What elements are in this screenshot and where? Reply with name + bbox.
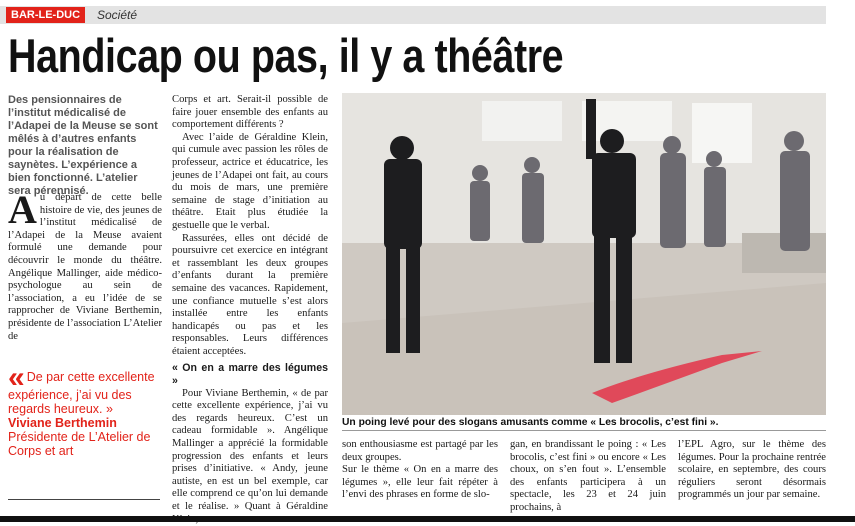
pull-quote <box>8 361 162 458</box>
body-column-2 <box>172 94 328 526</box>
paragraph: Rassurées, elles ont décidé de poursuivre cet exercice en intégrant et rassemblant les deux groupes d’enfants durant la première semaine des vacances. Rapidement, une confiance mutuelle s’est alors installée entre les enfants handicapés ou pas et les responsables. Leurs différences étaient acceptées. <box>172 232 328 357</box>
quote-author: Viviane Berthemin <box>8 416 117 430</box>
article-headline: Handicap ou pas, il y a théâtre <box>8 29 564 82</box>
paragraph: Pour Viviane Berthemin, « de par cette excellente expérience, j’ai vu des regards heureux. C’est un cadeau formidable ». Angélique Mallinger a apprécié la formidable progression des enfants et leurs prises d’initiative. « Andy, jeune autiste, en est un bel exemple, car elle comprend ce qu’on lui demande et le réalise. » Quant à Géraldine <box>172 387 328 512</box>
quote-text: De par cette excellente expérience, j’ai vu des regards heureux. » <box>8 370 155 416</box>
article-lead: Des pensionnaires de l’institut médicalisé de l’Adapei de la Meuse se sont mêlés à d’autres enfants pour la réalisation de saynètes. L’expérience a bien fonctionné. L’atelier sera pérennisé. <box>8 94 158 197</box>
body-column-4: gan, en brandissant le poing : « Les brocolis, c’est fini » ou encore « Les choux, on s’en fout ». L’ensemble des enfants participera à un spectacle, les 23 et 24 juin prochains, à <box>510 439 666 513</box>
quote-mark-icon: « <box>8 361 25 394</box>
paragraph: Avec l’aide de Géraldine Klein, qui cumule avec passion les rôles de professeur, actrice et éducatrice, les jeunes de l’Adapei ont fait, au cours du mois de mars, une première semaine de stage d’initiation au théâtre. Etait plus étudiée la gestuelle que le verbal. <box>172 131 328 231</box>
caption-divider <box>342 430 826 431</box>
subheading: « On en a marre des légumes » <box>172 362 328 388</box>
body-column-1 <box>8 187 162 343</box>
column-1-text: u départ de cette belle histoire de vie, des jeunes de l’institut médicalisé de l’Adapei de la Meuse avaient formulé une demande pour découvrir le monde du théâtre. Angélique Mallinger, aide médico-psychologue au sein de l’association, a eu l’idée de se rapprocher de Viviane Berthemin, présidente de l’association L’Atelier de <box>8 192 162 342</box>
quote-divider <box>8 499 160 500</box>
page-bottom-bar <box>0 516 855 522</box>
city-tag: BAR-LE-DUC <box>6 7 85 23</box>
body-column-3: son enthousiasme est partagé par les deux groupes. Sur le thème « On en a marre des légumes », elle leur fait répéter à l’envi des phrases en forme de slo- <box>342 439 498 501</box>
photo-caption: Un poing levé pour des slogans amusants comme « Les brocolis, c’est fini ». <box>342 417 719 428</box>
article-photo <box>342 93 826 415</box>
paragraph: Corps et art. Serait-il possible de faire jouer ensemble des enfants au comportement différents ? <box>172 94 328 131</box>
section-label: Société <box>97 8 138 22</box>
body-column-5: l’EPL Agro, sur le thème des légumes. Pour la prochaine rentrée scolaire, en septembre, des cours réguliers seront désormais programmés un jour par semaine. <box>678 439 826 501</box>
drop-cap: A <box>8 187 37 232</box>
quote-author-role: Présidente de L’Atelier de Corps et art <box>8 430 151 458</box>
